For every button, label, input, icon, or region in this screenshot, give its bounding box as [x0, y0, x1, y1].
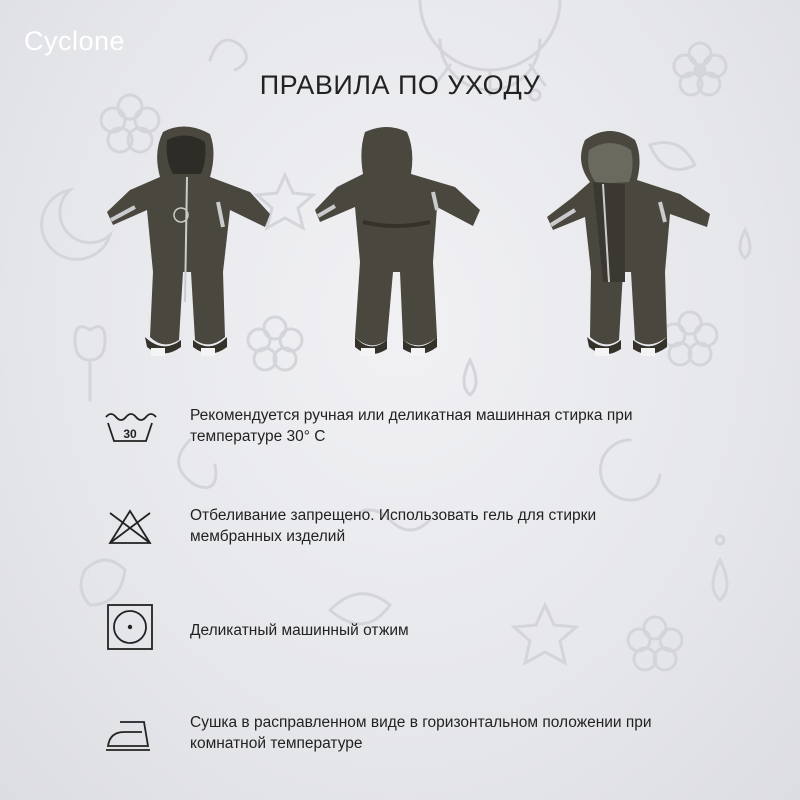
- brand-logo: Cyclone: [24, 26, 126, 56]
- drop-icon: [713, 560, 727, 600]
- tumble-dry-gentle-icon: [100, 600, 160, 654]
- no-bleach-icon: [100, 505, 160, 555]
- wash-30-icon: [100, 405, 160, 455]
- product-image-front-open: [545, 122, 715, 362]
- care-item-drying: [100, 712, 780, 772]
- care-text-bleaching: Отбеливание запрещено. Использовать гель для стирки мембранных изделий: [190, 507, 597, 545]
- care-item-bleaching: [100, 505, 780, 565]
- drop-icon: [464, 360, 476, 395]
- care-text-spin: Деликатный машинный отжим: [190, 622, 409, 639]
- care-text-drying: Сушка в расправленном виде в горизонтальном положении при комнатной температуре: [190, 714, 652, 752]
- iron-icon: [100, 712, 160, 762]
- drop-icon: [740, 230, 750, 258]
- wash-temperature-label: 30: [123, 427, 137, 441]
- care-item-washing: [100, 405, 780, 465]
- care-text-washing: Рекомендуется ручная или деликатная машинная стирка при температуре 30° С: [190, 407, 633, 445]
- leaf-icon: [81, 560, 125, 605]
- care-item-spin: [100, 603, 780, 663]
- page-title: ПРАВИЛА ПО УХОДУ: [259, 70, 541, 100]
- product-image-front: [105, 122, 275, 362]
- product-image-back: [315, 122, 485, 362]
